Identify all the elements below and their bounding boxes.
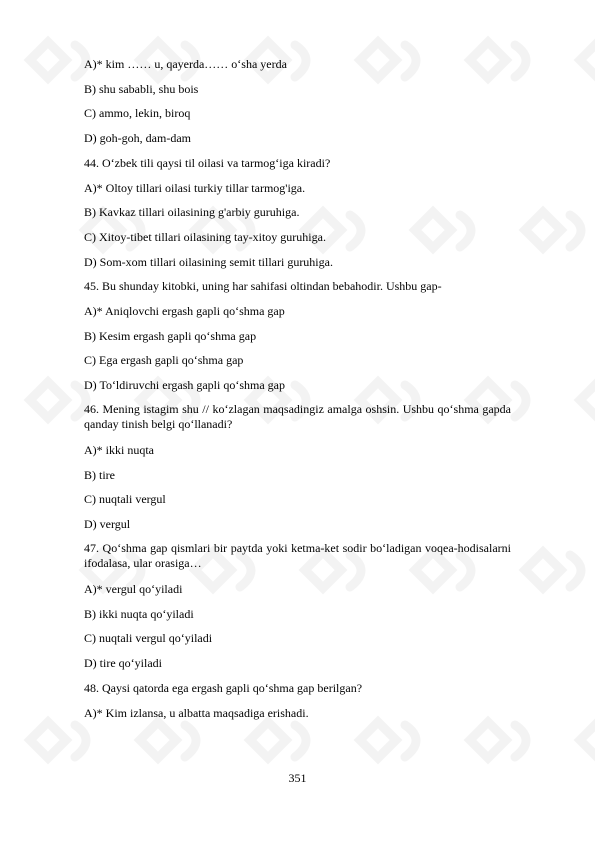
watermark-diamond: [525, 552, 561, 588]
watermark-arc: [570, 555, 581, 587]
answer-option: D) goh-goh, dam-dam: [84, 131, 191, 146]
watermark-arc: [515, 725, 526, 757]
watermark-diamond: [580, 382, 595, 418]
answer-option: B) Kesim ergash gapli qo‘shma gap: [84, 328, 257, 343]
watermark-diamond: [140, 722, 176, 758]
watermark-diamond: [580, 722, 595, 758]
watermark-diamond: [580, 42, 595, 78]
answer-option: C) Xitoy-tibet tillari oilasining tay-xitoy guruhiga.: [84, 229, 326, 244]
answer-option: A)* vergul qo‘yiladi: [84, 582, 183, 597]
page-number: 351: [288, 771, 307, 785]
watermark-diamond: [30, 722, 66, 758]
answer-option: B) ikki nuqta qo‘yiladi: [84, 606, 194, 621]
answer-option: C) nuqtali vergul: [84, 492, 166, 507]
answer-option: D) Som-xom tillari oilasining semit tillari guruhiga.: [84, 254, 333, 269]
watermark-diamond: [250, 722, 286, 758]
watermark-arc: [570, 215, 581, 247]
answer-option: C) Ega ergash gapli qo‘shma gap: [84, 353, 244, 368]
watermark-diamond: [30, 42, 66, 78]
question-47: 47. Qo‘shma gap qismlari bir paytda yoki ketma-ket sodir bo‘ladigan voqea-hodisalarni ifodalasa, ular orasiga…: [84, 540, 511, 571]
answer-option: A)* ikki nuqta: [84, 443, 154, 458]
answer-option: A)* kim …… u, qayerda…… o‘sha yerda: [84, 57, 287, 71]
answer-option: A)* Kim izlansa, u albatta maqsadiga erishadi.: [84, 705, 309, 720]
watermark-diamond: [525, 212, 561, 248]
watermark-arc: [185, 725, 196, 757]
question-45: 45. Bu shunday kitobki, uning har sahifasi oltindan bebahodir. Ushbu gap-: [84, 279, 442, 294]
answer-option: B) tire: [84, 467, 115, 482]
watermark-diamond: [360, 722, 396, 758]
watermark-arc: [515, 385, 526, 417]
answer-option: D) tire qo‘yiladi: [84, 656, 162, 671]
answer-option: C) nuqtali vergul qo‘yiladi: [84, 631, 213, 646]
answer-option: D) To‘ldiruvchi ergash gapli qo‘shma gap: [84, 378, 286, 393]
answer-option: B) shu sababli, shu bois: [84, 81, 199, 96]
question-46: 46. Mening istagim shu // ko‘zlagan maqsadingiz amalga oshsin. Ushbu qo‘shma gapda qanday tinish belgi qo‘llanadi?: [84, 401, 511, 432]
answer-option: A)* Oltoy tillari oilasi turkiy tillar tarmog'iga.: [84, 180, 306, 195]
question-44: 44. O‘zbek tili qaysi til oilasi va tarmog‘iga kiradi?: [84, 155, 331, 170]
document-body: [84, 52, 511, 725]
question-48: 48. Qaysi qatorda ega ergash gapli qo‘shma gap berilgan?: [84, 680, 363, 695]
watermark-diamond: [30, 382, 66, 418]
watermark-arc: [405, 725, 416, 757]
answer-option: C) ammo, lekin, biroq: [84, 106, 191, 121]
watermark-arc: [515, 45, 526, 77]
watermark-arc: [295, 725, 306, 757]
answer-option: A)* Aniqlovchi ergash gapli qo‘shma gap: [84, 304, 285, 319]
watermark-arc: [75, 725, 86, 757]
answer-option: D) vergul: [84, 517, 131, 532]
answer-option: B) Kavkaz tillari oilasining g'arbiy guruhiga.: [84, 205, 300, 220]
watermark-diamond: [470, 722, 506, 758]
